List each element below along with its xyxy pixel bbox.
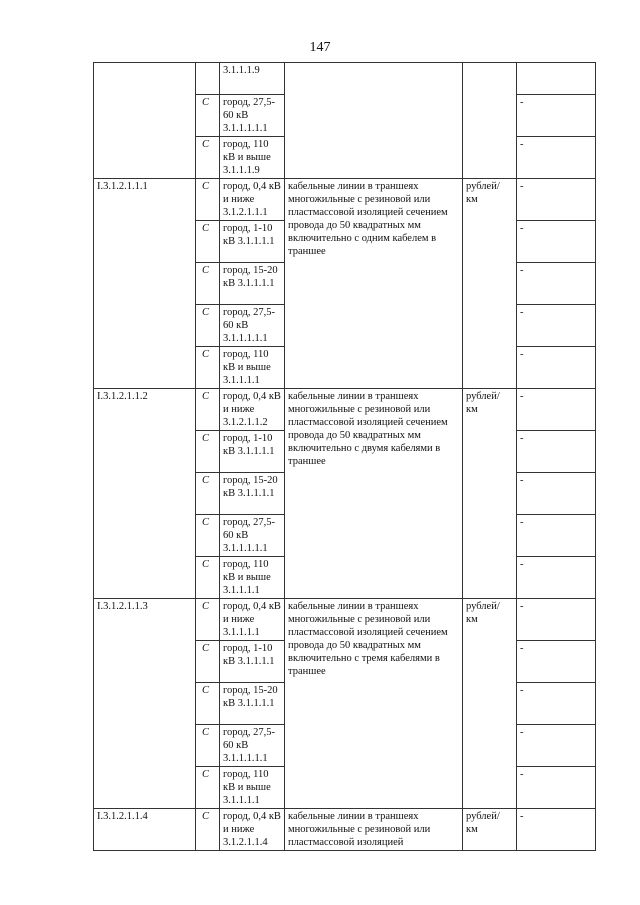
- type-cell: C: [196, 431, 220, 473]
- unit-cell: рублей/ км: [463, 809, 517, 851]
- table-row: [94, 179, 596, 221]
- code-cell: I.3.1.2.1.1.3: [94, 599, 196, 809]
- tariff-table: [93, 62, 596, 851]
- description-cell: кабельные линии в траншеях многожильные с резиновой или пластмассовой изоляцией сечением провода до 50 квадратных мм включительно с одним кабелем в траншее: [285, 179, 463, 389]
- type-cell: C: [196, 137, 220, 179]
- zone-cell: город, 0,4 кВ и ниже 3.1.2.1.1.4: [220, 809, 285, 851]
- type-cell: C: [196, 389, 220, 431]
- zone-cell: город, 27,5-60 кВ 3.1.1.1.1.1: [220, 95, 285, 137]
- zone-cell: город, 1-10 кВ 3.1.1.1.1: [220, 431, 285, 473]
- table-row: [94, 809, 596, 851]
- type-cell: C: [196, 557, 220, 599]
- description-cell: кабельные линии в траншеях многожильные с резиновой или пластмассовой изоляцией: [285, 809, 463, 851]
- value-cell: -: [517, 473, 596, 515]
- value-cell: -: [517, 683, 596, 725]
- zone-cell: город, 0,4 кВ и ниже 3.1.2.1.1.2: [220, 389, 285, 431]
- value-cell: -: [517, 221, 596, 263]
- type-cell: C: [196, 95, 220, 137]
- code-cell: I.3.1.2.1.1.1: [94, 179, 196, 389]
- zone-cell: город, 1-10 кВ 3.1.1.1.1: [220, 221, 285, 263]
- value-cell: -: [517, 599, 596, 641]
- value-cell: -: [517, 179, 596, 221]
- value-cell: -: [517, 641, 596, 683]
- type-cell: C: [196, 641, 220, 683]
- zone-cell: город, 27,5-60 кВ 3.1.1.1.1.1: [220, 305, 285, 347]
- value-cell: -: [517, 305, 596, 347]
- value-cell: -: [517, 725, 596, 767]
- type-cell: C: [196, 599, 220, 641]
- type-cell: C: [196, 725, 220, 767]
- description-cell: кабельные линии в траншеях многожильные с резиновой или пластмассовой изоляцией сечением провода до 50 квадратных мм включительно с тремя кабелями в траншее: [285, 599, 463, 809]
- zone-cell: город, 27,5-60 кВ 3.1.1.1.1.1: [220, 515, 285, 557]
- type-cell: C: [196, 473, 220, 515]
- zone-cell: город, 110 кВ и выше 3.1.1.1.9: [220, 137, 285, 179]
- type-cell: [196, 63, 220, 95]
- zone-cell: город, 110 кВ и выше 3.1.1.1.1: [220, 557, 285, 599]
- type-cell: C: [196, 767, 220, 809]
- value-cell: -: [517, 767, 596, 809]
- table-row: [94, 63, 596, 95]
- code-cell: I.3.1.2.1.1.2: [94, 389, 196, 599]
- type-cell: C: [196, 515, 220, 557]
- description-cell: кабельные линии в траншеях многожильные с резиновой или пластмассовой изоляцией сечением провода до 50 квадратных мм включительно с двумя кабелями в траншее: [285, 389, 463, 599]
- type-cell: C: [196, 221, 220, 263]
- zone-cell: город, 15-20 кВ 3.1.1.1.1: [220, 473, 285, 515]
- zone-cell: город, 15-20 кВ 3.1.1.1.1: [220, 683, 285, 725]
- zone-cell: город, 27,5-60 кВ 3.1.1.1.1.1: [220, 725, 285, 767]
- unit-cell: рублей/ км: [463, 389, 517, 599]
- zone-cell: город, 0,4 кВ и ниже 3.1.1.1.1: [220, 599, 285, 641]
- value-cell: [517, 63, 596, 95]
- type-cell: C: [196, 263, 220, 305]
- type-cell: C: [196, 683, 220, 725]
- table-row: [94, 599, 596, 641]
- value-cell: -: [517, 95, 596, 137]
- unit-cell: рублей/ км: [463, 179, 517, 389]
- description-cell: [285, 63, 463, 179]
- value-cell: -: [517, 389, 596, 431]
- type-cell: C: [196, 305, 220, 347]
- page-number: 147: [309, 40, 331, 55]
- type-cell: C: [196, 347, 220, 389]
- table-row: [94, 389, 596, 431]
- code-cell: [94, 63, 196, 179]
- code-cell: I.3.1.2.1.1.4: [94, 809, 196, 851]
- value-cell: -: [517, 557, 596, 599]
- unit-cell: [463, 63, 517, 179]
- unit-cell: рублей/ км: [463, 599, 517, 809]
- zone-cell: город, 110 кВ и выше 3.1.1.1.1: [220, 767, 285, 809]
- value-cell: -: [517, 347, 596, 389]
- zone-cell: город, 15-20 кВ 3.1.1.1.1: [220, 263, 285, 305]
- value-cell: -: [517, 137, 596, 179]
- value-cell: -: [517, 431, 596, 473]
- zone-cell: город, 110 кВ и выше 3.1.1.1.1: [220, 347, 285, 389]
- zone-cell: 3.1.1.1.9: [220, 63, 285, 95]
- value-cell: -: [517, 809, 596, 851]
- zone-cell: город, 1-10 кВ 3.1.1.1.1: [220, 641, 285, 683]
- type-cell: C: [196, 179, 220, 221]
- value-cell: -: [517, 515, 596, 557]
- type-cell: C: [196, 809, 220, 851]
- zone-cell: город, 0,4 кВ и ниже 3.1.2.1.1.1: [220, 179, 285, 221]
- value-cell: -: [517, 263, 596, 305]
